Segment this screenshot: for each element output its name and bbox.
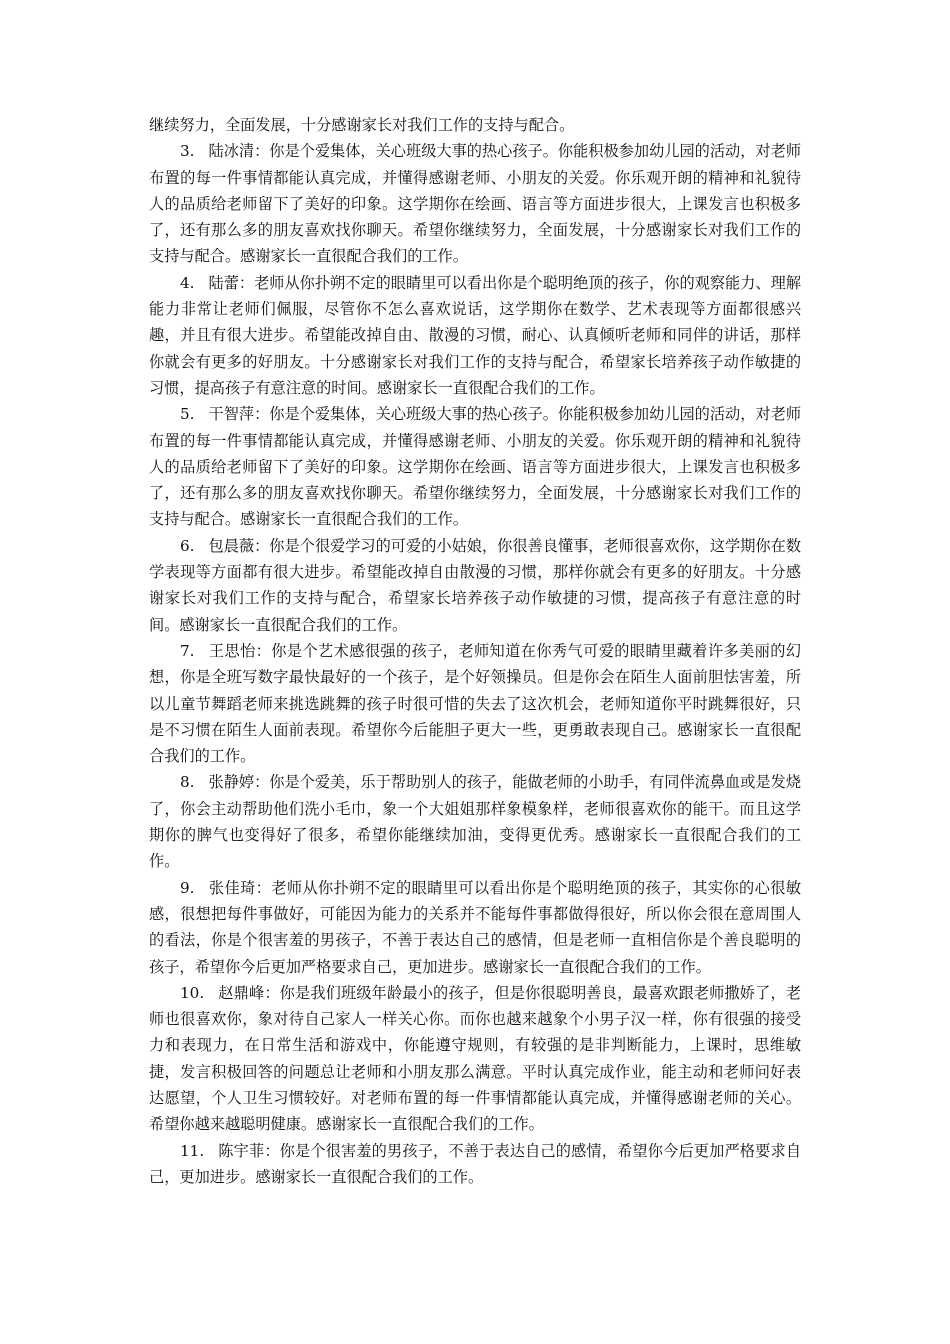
entry-paragraph-11	[149, 1138, 801, 1191]
document-body	[149, 112, 801, 1190]
intro-paragraph	[149, 112, 801, 138]
entry-text: 陆蕾：老师从你扑朔不定的眼睛里可以看出你是个聪明绝顶的孩子，你的观察能力、理解能力非常让老师们佩服，尽管你不怎么喜欢说话，这学期你在数学、艺术表现等方面都很感兴趣，并且有很大进步。希望能改掉自由、散漫的习惯，耐心、认真倾听老师和同伴的讲话，那样你就会有更多的好朋友。十分感谢家长对我们工作的支持与配合，希望家长培养孩子动作敏捷的习惯，提高孩子有意注意的时间。感谢家长一直很配合我们的工作。	[149, 273, 801, 397]
entry-paragraph-8	[149, 769, 801, 874]
entry-text: 张静婷：你是个爱美，乐于帮助别人的孩子，能做老师的小助手，有同伴流鼻血或是发烧了，你会主动帮助他们洗小毛巾，象一个大姐姐那样象模象样，老师很喜欢你的能干。而且这学期你的脾气也变得好了很多，希望你能继续加油，变得更优秀。感谢家长一直很配合我们的工作。	[149, 773, 801, 871]
entry-text: 陈宇菲：你是个很害羞的男孩子，不善于表达自己的感情，希望你今后更加严格要求自己，更加进步。感谢家长一直很配合我们的工作。	[149, 1141, 801, 1186]
entry-paragraph-5	[149, 401, 801, 532]
entry-text: 王思怡：你是个艺术感很强的孩子，老师知道在你秀气可爱的眼睛里藏着许多美丽的幻想，你是全班写数字最快最好的一个孩子，是个好领操员。但是你会在陌生人面前胆怯害羞，所以儿童节舞蹈老师来挑选跳舞的孩子时很可惜的失去了这次机会，老师知道你平时跳舞很好，只是不习惯在陌生人面前表现。希望你今后能胆子更大一些，更勇敢表现自己。感谢家长一直很配合我们的工作。	[149, 641, 801, 766]
entry-text: 张佳琦：老师从你扑朔不定的眼睛里可以看出你是个聪明绝顶的孩子，其实你的心很敏感，很想把每件事做好，可能因为能力的关系并不能每件事都做得很好，所以你会很在意周围人的看法，你是个很害羞的男孩子，不善于表达自己的感情，但是老师一直相信你是个善良聪明的孩子，希望你今后更加严格要求自己，更加进步。感谢家长一直很配合我们的工作。	[149, 878, 801, 976]
entry-paragraph-6	[149, 533, 801, 638]
entry-paragraph-3	[149, 138, 801, 269]
entry-number: 6.	[180, 536, 195, 555]
entry-number: 9.	[180, 878, 195, 897]
intro-text: 继续努力，全面发展，十分感谢家长对我们工作的支持与配合。	[149, 116, 575, 134]
entry-number: 10.	[180, 983, 205, 1002]
entry-number: 11.	[180, 1141, 205, 1160]
entry-text: 干智萍：你是个爱集体，关心班级大事的热心孩子。你能积极参加幼儿园的活动，对老师布置的每一件事情都能认真完成，并懂得感谢老师、小朋友的关爱。你乐观开朗的精神和礼貌待人的品质给老师留下了美好的印象。这学期你在绘画、语言等方面进步很大，上课发言也积极多了，还有那么多的朋友喜欢找你聊天。希望你继续努力，全面发展，十分感谢家长对我们工作的支持与配合。感谢家长一直很配合我们的工作。	[149, 405, 801, 529]
entry-text: 陆冰清：你是个爱集体，关心班级大事的热心孩子。你能积极参加幼儿园的活动，对老师布置的每一件事情都能认真完成，并懂得感谢老师、小朋友的关爱。你乐观开朗的精神和礼貌待人的品质给老师留下了美好的印象。这学期你在绘画、语言等方面进步很大，上课发言也积极多了，还有那么多的朋友喜欢找你聊天。希望你继续努力，全面发展，十分感谢家长对我们工作的支持与配合。感谢家长一直很配合我们的工作。	[149, 142, 801, 266]
entry-paragraph-9	[149, 875, 801, 980]
entry-text: 赵鼎峰：你是我们班级年龄最小的孩子，但是你很聪明善良，最喜欢跟老师撒娇了，老师也很喜欢你，象对待自己家人一样关心你。而你也越来越象个小男子汉一样，你有很强的接受力和表现力，在日常生活和游戏中，你能遵守规则，有较强的是非判断能力，上课时，思维敏捷，发言积极回答的问题总让老师和小朋友那么满意。平时认真完成作业，能主动和老师问好表达愿望，个人卫生习惯较好。对老师布置的每一件事情都能认真完成，并懂得感谢老师的关心。希望你越来越聪明健康。感谢家长一直很配合我们的工作。	[149, 983, 801, 1134]
entry-number: 7.	[180, 641, 195, 660]
entry-number: 4.	[180, 273, 195, 292]
entry-text: 包晨薇：你是个很爱学习的可爱的小姑娘，你很善良懂事，老师很喜欢你，这学期你在数学表现等方面都有很大进步。希望能改掉自由散漫的习惯，那样你就会有更多的好朋友。十分感谢家长对我们工作的支持与配合，希望家长培养孩子动作敏捷的习惯，提高孩子有意注意的时间。感谢家长一直很配合我们的工作。	[149, 536, 801, 634]
entry-paragraph-4	[149, 270, 801, 401]
entry-number: 5.	[180, 405, 195, 424]
entry-paragraph-10	[149, 980, 801, 1138]
entry-paragraph-7	[149, 638, 801, 769]
entry-number: 3.	[180, 142, 195, 161]
entry-number: 8.	[180, 773, 195, 792]
